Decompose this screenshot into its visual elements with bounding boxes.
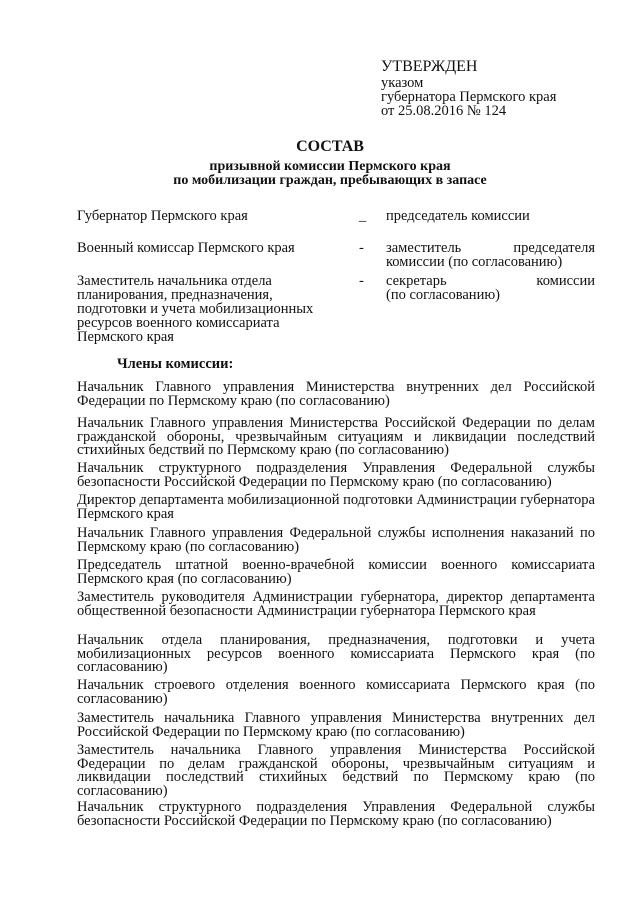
approval-line-date: от 25.08.2016 № 124 xyxy=(381,103,507,119)
approval-line-governor: губернатора Пермского края xyxy=(381,89,557,105)
member-item: Заместитель начальника Главного управления Министерства Российской Федерации по делам гражданской обороны, чрезвычайным ситуациям и ликвидации последствий стихийных бедствий по Пермскому краю (по согласованию) xyxy=(77,742,595,799)
member-item: Начальник структурного подразделения Управления Федеральной службы безопасности Российской Федерации по Пермскому краю (по согласованию) xyxy=(77,799,595,829)
approval-stamp-title: УТВЕРЖДЕН xyxy=(381,58,478,75)
role-duty-line: заместитель председателя xyxy=(386,240,595,256)
approval-block xyxy=(381,58,556,118)
role-person: Заместитель начальника отдела планирования, предназначения, подготовки и учета мобилизационных ресурсов военного комиссариата Пермского края xyxy=(77,273,314,345)
member-item: Начальник Главного управления Министерства внутренних дел Российской Федерации по Пермскому краю (по согласованию) xyxy=(77,379,595,409)
role-duty-line: (по согласованию) xyxy=(386,287,500,303)
role-duty xyxy=(386,274,595,302)
role-dash: - xyxy=(359,240,364,256)
member-item: Заместитель руководителя Администрации губернатора, директор департамента общественной безопасности Администрации губернатора Пермского края xyxy=(77,589,595,619)
role-duty xyxy=(386,241,595,269)
role-person: Военный комиссар Пермского края xyxy=(77,240,295,256)
member-item: Начальник строевого отделения военного комиссариата Пермского края (по согласованию) xyxy=(77,677,595,707)
role-dash: _ xyxy=(359,208,367,224)
member-item: Начальник Главного управления Министерства Российской Федерации по делам гражданской обороны, чрезвычайным ситуациям и ликвидации последствий стихийных бедствий по Пермскому краю (по согласованию) xyxy=(77,415,595,458)
member-item: Начальник отдела планирования, предназначения, подготовки и учета мобилизационных ресурсов военного комиссариата Пермского края (по согласованию) xyxy=(77,632,595,675)
role-duty-line: секретарь комиссии xyxy=(386,273,595,289)
member-item: Директор департамента мобилизационной подготовки Администрации губернатора Пермского края xyxy=(77,492,595,522)
document-subtitle xyxy=(0,160,640,188)
members-heading: Члены комиссии: xyxy=(117,356,234,372)
role-duty xyxy=(386,209,595,223)
document-title: СОСТАВ xyxy=(296,138,364,155)
role-duty-line: комиссии (по согласованию) xyxy=(386,254,563,270)
subtitle-line-2: по мобилизации граждан, пребывающих в запасе xyxy=(173,173,487,188)
approval-line-decree: указом xyxy=(381,75,424,91)
subtitle-line-1: призывной комиссии Пермского края xyxy=(209,159,451,174)
member-item: Председатель штатной военно-врачебной комиссии военного комиссариата Пермского края (по согласованию) xyxy=(77,557,595,587)
member-item: Заместитель начальника Главного управления Министерства внутренних дел Российской Федерации по Пермскому краю (по согласованию) xyxy=(77,710,595,740)
member-item: Начальник Главного управления Федеральной службы исполнения наказаний по Пермскому краю (по согласованию) xyxy=(77,525,595,555)
member-item: Начальник структурного подразделения Управления Федеральной службы безопасности Российской Федерации по Пермскому краю (по согласованию) xyxy=(77,460,595,490)
role-person: Губернатор Пермского края xyxy=(77,208,248,224)
role-dash: - xyxy=(359,273,364,289)
role-duty-line: председатель комиссии xyxy=(386,208,530,224)
